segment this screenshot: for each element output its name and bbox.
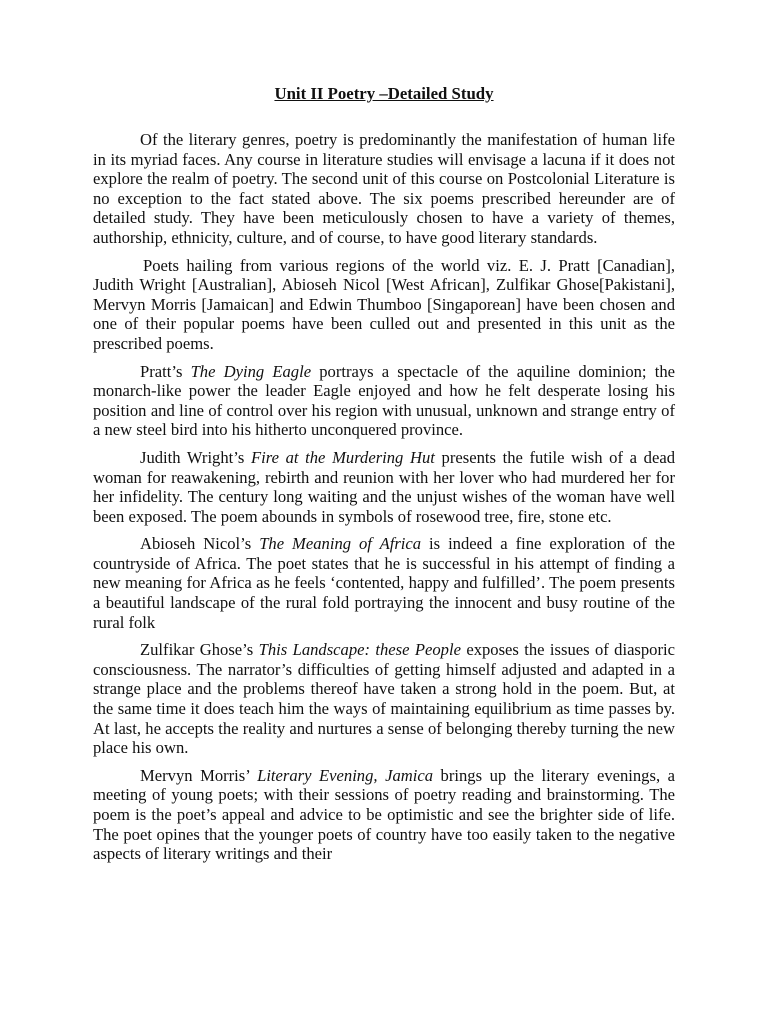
poem-title: Fire at the Murdering Hut	[250, 447, 435, 467]
paragraph-poets	[93, 256, 675, 354]
paragraph-text: exposes the issues of diasporic consciousness. The narrator’s difficulties of getting himself adjusted and adapted in a strange place and the problems thereof have taken a strong hold in the poem. But, at the same time it does teach him the ways of maintaining equilibrium as time passes by. At last, he accepts the reality and nurtures a sense of belonging thereby turning the new place his own.	[93, 640, 675, 758]
paragraph-text: Judith Wright’s	[140, 447, 251, 467]
paragraph-morris	[93, 766, 675, 864]
paragraph-ghose	[93, 640, 675, 758]
paragraph-wright	[93, 448, 675, 526]
paragraph-text: brings up the literary evenings, a meeting of young poets; with their sessions of poetry reading and brainstorming. The poem is the poet’s appeal and advice to be optimistic and see the brighter side of life. The poet opines that the younger poets of country have too easily taken to the negative aspects of literary writings and their	[93, 765, 675, 864]
paragraph-nicol	[93, 534, 675, 632]
paragraph-text: is indeed a fine exploration of the countryside of Africa. The poet states that he is successful in his attempt of finding a new meaning for Africa as he feels ‘contented, happy and fulfilled’. The poem presents a beautiful landscape of the rural fold portraying the innocent and busy routine of the rural folk	[93, 534, 675, 632]
paragraph-text: Of the literary genres, poetry is predominantly the manifestation of human life in its myriad faces. Any course in literature studies will envisage a lacuna if it does not explore the realm of poetry. The second unit of this course on Postcolonial Literature is no exception to the fact stated above. The six poems prescribed hereunder are of detailed study. They have been meticulously chosen to have a variety of themes, authorship, ethnicity, culture, and of course, to have good literary standards.	[93, 130, 675, 247]
poem-title: The Meaning of Africa	[259, 534, 422, 554]
poem-title: The Dying Eagle	[190, 361, 312, 381]
paragraph-text: portrays a spectacle of the aquiline dominion; the monarch-like power the leader Eagle enjoyed and how he felt desperate losing his position and line of control over his region with unusual, unknown and strange entry of a new steel bird into his hitherto unconquered province.	[93, 361, 675, 440]
poem-title: Literary Evening, Jamica	[257, 765, 433, 785]
paragraph-text: presents the futile wish of a dead woman for reawakening, rebirth and reunion with her lover who had murdered her for her infidelity. The century long waiting and the unjust wishes of the woman have well been exposed. The poem abounds in symbols of rosewood tree, fire, stone etc.	[93, 447, 675, 526]
paragraph-pratt	[93, 362, 675, 440]
paragraph-text: Poets hailing from various regions of the world viz. E. J. Pratt [Canadian], Judith Wright [Australian], Abioseh Nicol [West African], Zulfikar Ghose[Pakistani], Mervyn Morris [Jamaican] and Edwin Thumboo [Singaporean] have been chosen and one of their popular poems have been culled out and presented in this unit as the prescribed poems.	[93, 255, 675, 353]
paragraph-text: Abioseh Nicol’s	[140, 534, 260, 554]
page-title: Unit II Poetry –Detailed Study	[274, 84, 494, 103]
document-page	[93, 84, 675, 872]
poem-title: This Landscape: these People	[258, 640, 461, 660]
paragraph-text: Pratt’s	[140, 361, 191, 381]
paragraph-intro	[93, 130, 675, 248]
paragraph-text: Mervyn Morris’	[140, 765, 258, 785]
paragraph-text: Zulfikar Ghose’s	[140, 640, 259, 660]
